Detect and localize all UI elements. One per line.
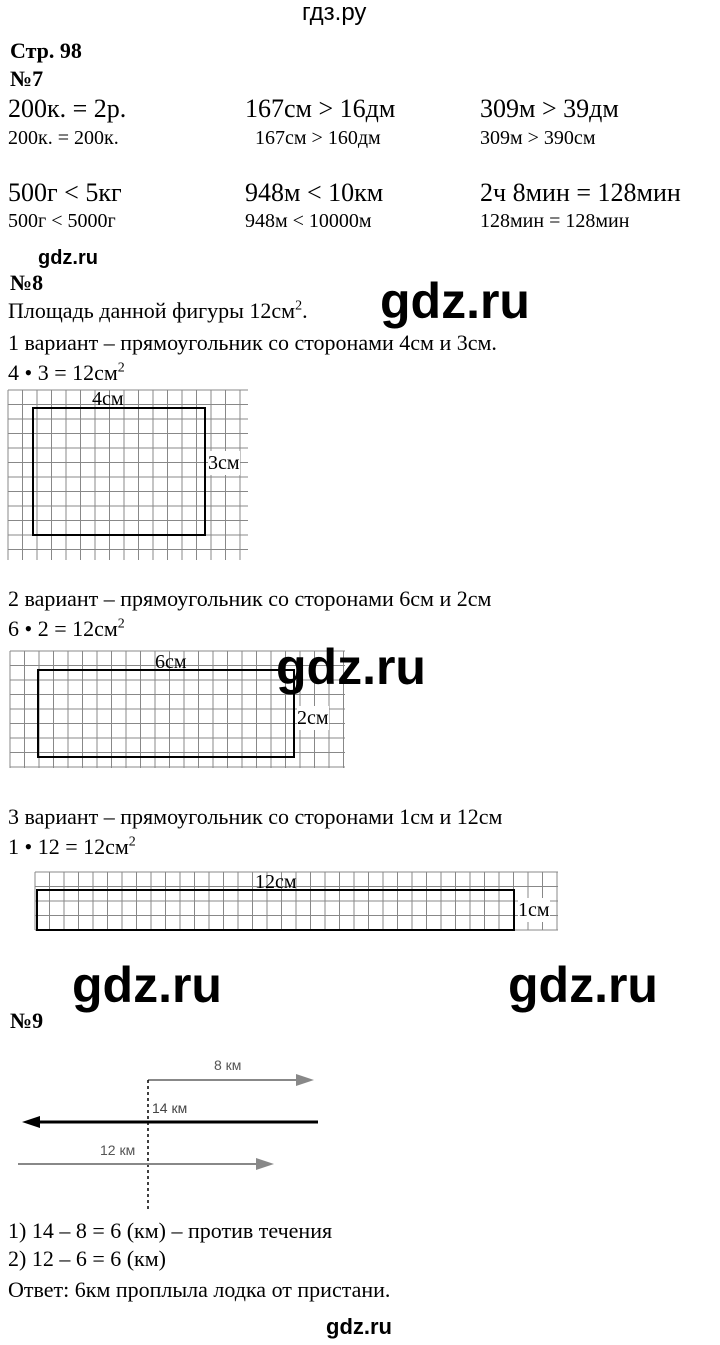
- answer-line: Ответ: 6км проплыла лодка от пристани.: [8, 1277, 391, 1302]
- arrow-14km-head: [22, 1116, 40, 1128]
- task9-label: №9: [10, 1008, 44, 1033]
- variant2-rectangle: [38, 670, 294, 757]
- variant3-label-width: 12см: [255, 871, 297, 893]
- task7-label: №7: [10, 66, 44, 91]
- task8-intro: Площадь данной фигуры $12см^2$.: [8, 298, 308, 323]
- task7-r1-c3-top: 309м > 39дм: [480, 94, 619, 123]
- variant3-calc: 1 • $12 = 12см^2$: [8, 834, 136, 859]
- task7-r2-c3-bottom: 128мин = 128мин: [480, 210, 630, 232]
- arrow-8km-head: [296, 1074, 314, 1086]
- watermark-big-4: gdz.ru: [508, 957, 658, 1013]
- site-header[interactable]: гдз.ру: [302, 0, 367, 26]
- watermark-small: gdz.ru: [38, 247, 98, 269]
- arrow-label-14km: 14 км: [152, 1100, 188, 1116]
- arrow-12km-head: [256, 1158, 274, 1170]
- task7-r1-c1-top: 200к. = 2р.: [8, 94, 127, 123]
- variant1-label-width: 4см: [92, 388, 124, 410]
- watermark-big-2: gdz.ru: [276, 639, 426, 695]
- task7-r2-c2-bottom: 948м < 10000м: [245, 210, 372, 232]
- variant2-label-width: 6см: [155, 651, 187, 673]
- task7-r1-c2-top: 167см > 16дм: [245, 94, 396, 123]
- variant1-rectangle: [33, 408, 205, 535]
- task7-r1-c3-bottom: 309м > 390см: [480, 127, 596, 149]
- variant1-calc: 4 • $3 = 12см^2$: [8, 360, 125, 385]
- variant3-label-height: 1см: [518, 899, 550, 921]
- arrow-label-12km: 12 км: [100, 1142, 136, 1158]
- task7-r1-c2-bottom: 167см > 160дм: [255, 127, 381, 149]
- task7-r1-c1-bottom: 200к. = 200к.: [8, 127, 119, 149]
- variant2-desc: 2 вариант – прямоугольник со сторонами 6см и 2см: [8, 586, 492, 611]
- variant2-calc: 6 • $2 = 12см^2$: [8, 616, 125, 641]
- arrow-label-8km: 8 км: [214, 1057, 242, 1073]
- variant1-label-height: 3см: [208, 452, 240, 474]
- task8-label: №8: [10, 270, 44, 295]
- footer-site[interactable]: gdz.ru: [326, 1314, 392, 1339]
- variant3-rectangle: [37, 890, 514, 930]
- solution-line-1: 1) 14 – 8 = 6 (км) – против течения: [8, 1218, 333, 1243]
- task7-r2-c3-top: 2ч 8мин = 128мин: [480, 178, 681, 207]
- watermark-big-3: gdz.ru: [72, 957, 222, 1013]
- variant1-desc: 1 вариант – прямоугольник со сторонами 4см и 3см.: [8, 330, 497, 355]
- variant2-label-height: 2см: [297, 707, 329, 729]
- task7-r2-c1-bottom: 500г < 5000г: [8, 210, 116, 232]
- variant3-desc: 3 вариант – прямоугольник со сторонами 1см и 12см: [8, 804, 503, 829]
- watermark-big-1: gdz.ru: [380, 273, 530, 329]
- task7-r2-c2-top: 948м < 10км: [245, 178, 384, 207]
- task7-r2-c1-top: 500г < 5кг: [8, 178, 122, 207]
- solution-line-2: 2) 12 – 6 = 6 (км): [8, 1246, 166, 1271]
- page-title: Стр. 98: [10, 38, 82, 63]
